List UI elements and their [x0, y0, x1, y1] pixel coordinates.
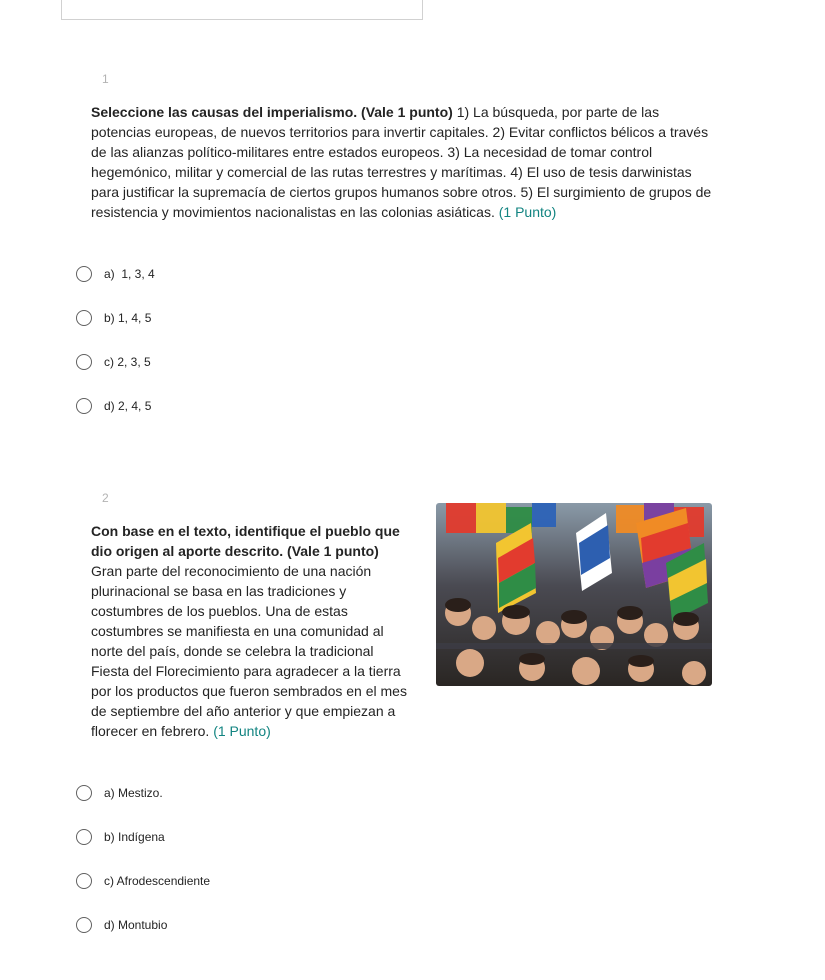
question-number: 2	[102, 491, 109, 505]
previous-question-input-box	[61, 0, 423, 20]
option-label: a) 1, 3, 4	[104, 267, 155, 281]
option-label: a) Mestizo.	[104, 786, 163, 800]
question-body: 1) La búsqueda, por parte de las potencias europeas, de nuevos territorios para invertir capitales. 2) Evitar conflictos bélicos a través de las alianzas político-militares entre estados europeos. 3) La necesidad de tomar control hegemónico, militar y comercial de las rutas terrestres y marítimas. 4) El uso de tesis darwinistas para justificar la supremacía de ciertos grupos humanos sobre otros. 5) El surgimiento de grupos de resistencia y movimientos nacionalistas en las colonias asiáticas.	[91, 104, 712, 220]
question-title: Seleccione las causas del imperialismo. (Vale 1 punto)	[91, 104, 453, 120]
question-title: Con base en el texto, identifique el pueblo que dio origen al aporte descrito. (Vale 1 punto)	[91, 523, 400, 559]
question-body: Gran parte del reconocimiento de una nación plurinacional se basa en las tradiciones y costumbres de los pueblos. Una de estas costumbres se manifiesta en una comunidad al norte del país, donde se celebra la tradicional Fiesta del Florecimiento para agradecer a la tierra por los productos que fueron sembrados en el mes de septiembre del año anterior y que empiezan a florecer en febrero.	[91, 563, 407, 739]
option-d[interactable]	[76, 915, 167, 935]
radio-button[interactable]	[76, 829, 92, 845]
option-label: b) 1, 4, 5	[104, 311, 152, 325]
question-text	[91, 521, 409, 741]
option-d[interactable]	[76, 396, 151, 416]
radio-button[interactable]	[76, 266, 92, 282]
option-label: d) Montubio	[104, 918, 168, 932]
radio-button[interactable]	[76, 398, 92, 414]
radio-button[interactable]	[76, 873, 92, 889]
question-number: 1	[102, 72, 109, 86]
option-label: c) 2, 3, 5	[104, 355, 151, 369]
option-b[interactable]	[76, 308, 151, 328]
option-label: c) Afrodescendiente	[104, 874, 211, 888]
crowd-flags-image	[436, 503, 712, 686]
option-a[interactable]	[76, 264, 155, 284]
question-points: (1 Punto)	[213, 723, 271, 739]
option-c[interactable]	[76, 871, 210, 891]
option-a[interactable]	[76, 783, 163, 803]
radio-button[interactable]	[76, 354, 92, 370]
option-b[interactable]	[76, 827, 165, 847]
option-c[interactable]	[76, 352, 151, 372]
radio-button[interactable]	[76, 310, 92, 326]
option-label: d) 2, 4, 5	[104, 399, 152, 413]
question-text	[91, 102, 719, 222]
option-label: b) Indígena	[104, 830, 165, 844]
radio-button[interactable]	[76, 917, 92, 933]
radio-button[interactable]	[76, 785, 92, 801]
question-points: (1 Punto)	[498, 204, 557, 220]
